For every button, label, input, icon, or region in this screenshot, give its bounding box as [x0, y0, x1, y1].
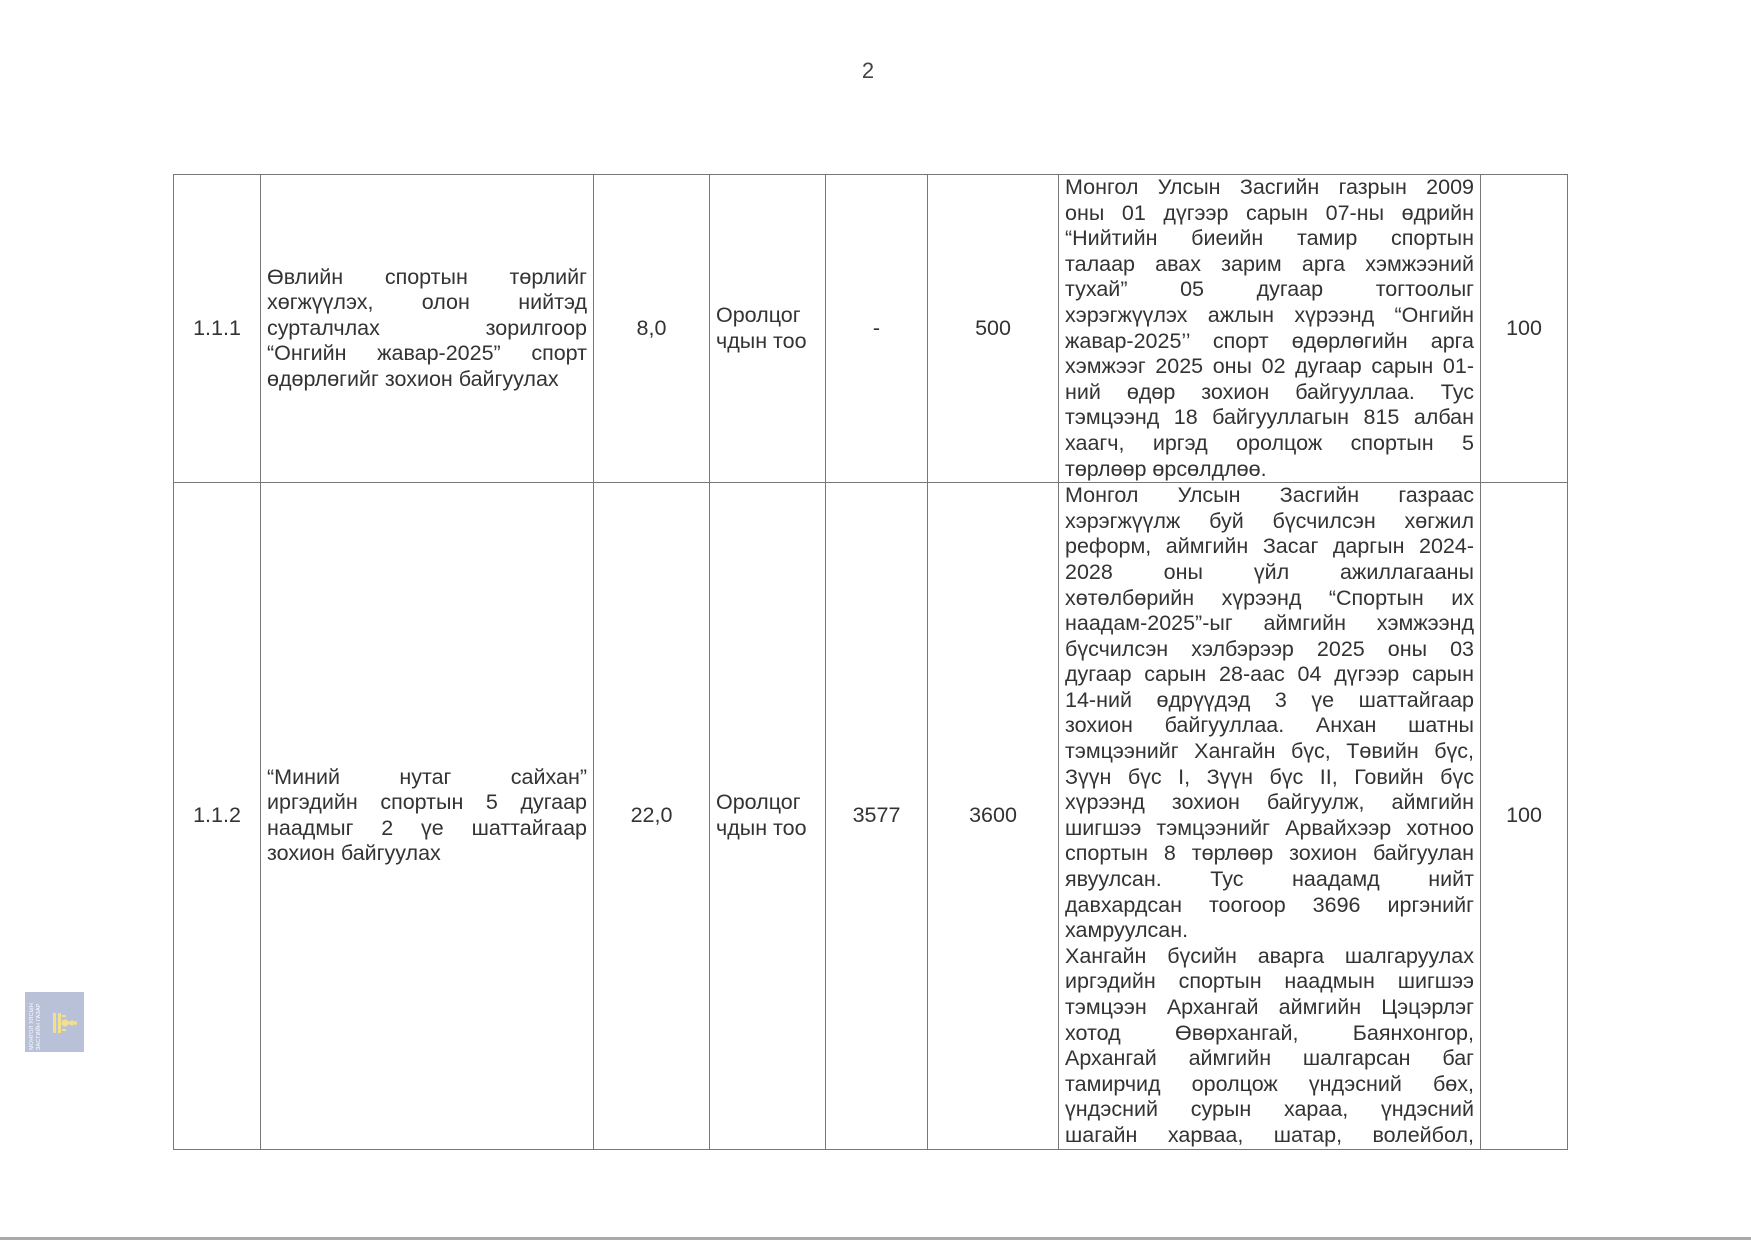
target-value: 500 — [928, 175, 1059, 483]
task-description — [261, 483, 594, 1149]
report-line: шагайн харваа, шатар, волейбол, — [1065, 1122, 1474, 1147]
indicator-line: чдын тоо — [716, 815, 807, 840]
report-line: оны 01 дүгээр сарын 07-ны өдрийн — [1065, 200, 1474, 225]
report-line: бүсчилсэн хэлбэрээр 2025 оны 03 — [1065, 636, 1474, 661]
report-line: хотод Өвөрхангай, Баянхонгор, — [1065, 1020, 1474, 1045]
row-number: 1.1.1 — [174, 175, 261, 483]
task-line: хөгжүүлэх, олон нийтэд — [267, 290, 587, 315]
report-line: хэрэгжүүлж буй бүсчилсэн хөгжил — [1065, 508, 1474, 533]
implementation-report — [1059, 483, 1481, 1149]
report-line: наадам-2025”-ыг аймгийн хэмжээнд — [1065, 611, 1474, 636]
report-line: Хангайн бүсийн аварга шалгаруулах — [1065, 943, 1474, 968]
report-line: тэмцээнд 18 байгууллагын 815 албан — [1065, 405, 1474, 430]
task-line: “Миний нутаг сайхан” — [267, 764, 587, 789]
task-line: Өвлийн спортын төрлийг — [267, 264, 587, 289]
table-row — [174, 175, 1568, 483]
indicator-unit — [710, 175, 826, 483]
report-line: зохион байгууллаа. Анхан шатны — [1065, 713, 1474, 738]
task-line: наадмыг 2 үе шаттайгаар — [267, 815, 587, 840]
report-line: тухай” 05 дугаар тогтоолыг — [1065, 277, 1474, 302]
task-line: өдөрлөгийг зохион байгуулах — [267, 366, 559, 391]
task-line: иргэдийн спортын 5 дугаар — [267, 790, 587, 815]
report-line: тамирчид оролцож үндэсний бөх, — [1065, 1071, 1474, 1096]
row-number: 1.1.2 — [174, 483, 261, 1149]
report-line: хамруулсан. — [1065, 918, 1189, 943]
report-line: хэмжээг 2025 оны 02 дугаар сарын 01- — [1065, 354, 1474, 379]
report-line: реформ, аймгийн Засаг даргын 2024- — [1065, 534, 1474, 559]
report-line: спортын 8 төрлөөр зохион байгуулан — [1065, 841, 1474, 866]
report-line: ний өдөр зохион байгууллаа. Тус — [1065, 379, 1474, 404]
report-line: Зүүн бүс I, Зүүн бүс II, Говийн бүс — [1065, 764, 1474, 789]
baseline-value: - — [826, 175, 928, 483]
target-value: 3600 — [928, 483, 1059, 1149]
report-line: Архангай аймгийн шалгарсан баг — [1065, 1046, 1474, 1071]
report-line: 14-ний өдрүүдэд 3 үе шаттайгаар — [1065, 687, 1474, 712]
report-line: давхардсан тоогоор 3696 иргэнийг — [1065, 892, 1474, 917]
logo-text: МОНГОЛ УЛСЫН ЗАСГИЙН ГАЗАР — [29, 1003, 42, 1050]
report-line: төрлөөр өрсөлдлөө. — [1065, 456, 1267, 481]
soyombo-icon — [51, 1010, 79, 1036]
budget-value: 8,0 — [594, 175, 710, 483]
baseline-value: 3577 — [826, 483, 928, 1149]
task-line: зохион байгуулах — [267, 841, 441, 866]
report-line: хөтөлбөрийн хүрээнд “Спортын их — [1065, 585, 1474, 610]
report-line: дугаар сарын 28-аас 04 дүгээр сарын — [1065, 662, 1474, 687]
report-line: шигшээ тэмцээнийг Арвайхээр хотноо — [1065, 815, 1474, 840]
task-line: сурталчлах зорилгоор — [267, 315, 587, 340]
task-line: “Онгийн жавар-2025” спорт — [267, 341, 587, 366]
report-line: хүрээнд зохион байгуулж, аймгийн — [1065, 790, 1474, 815]
indicator-unit — [710, 483, 826, 1149]
budget-value: 22,0 — [594, 483, 710, 1149]
page-number: 2 — [861, 58, 875, 83]
report-line: 2028 оны үйл ажиллагааны — [1065, 559, 1474, 584]
report-line: “Нийтийн биеийн тамир спортын — [1065, 226, 1474, 251]
report-line: тэмцээн Архангай аймгийн Цэцэрлэг — [1065, 995, 1474, 1019]
report-table — [173, 174, 1568, 1150]
government-logo — [25, 992, 84, 1052]
report-line: жавар-2025’’ спорт өдөрлөгийн арга — [1065, 328, 1474, 353]
implementation-report — [1059, 175, 1481, 483]
report-line: явуулсан. Тус наадамд нийт — [1065, 867, 1474, 892]
report-line: тэмцээнийг Хангайн бүс, Төвийн бүс, — [1065, 739, 1474, 764]
report-line: хэрэгжүүлэх ажлын хүрээнд “Онгийн — [1065, 302, 1474, 327]
report-line: Монгол Улсын Засгийн газраас — [1065, 483, 1474, 508]
task-description — [261, 175, 594, 483]
report-line: талаар авах зарим арга хэмжээний — [1065, 251, 1474, 276]
completion-percent: 100 — [1481, 483, 1568, 1149]
report-line: үндэсний сурын хараа, үндэсний — [1065, 1097, 1474, 1122]
completion-percent: 100 — [1481, 175, 1568, 483]
table-row — [174, 483, 1568, 1149]
indicator-line: чдын тоо — [716, 328, 807, 353]
report-line: хаагч, иргэд оролцож спортын 5 — [1065, 430, 1474, 455]
indicator-line: Оролцог — [716, 790, 801, 815]
report-line: иргэдийн спортын наадмын шигшээ — [1065, 969, 1474, 994]
indicator-line: Оролцог — [716, 302, 801, 327]
report-line: Монгол Улсын Засгийн газрын 2009 — [1065, 175, 1474, 199]
